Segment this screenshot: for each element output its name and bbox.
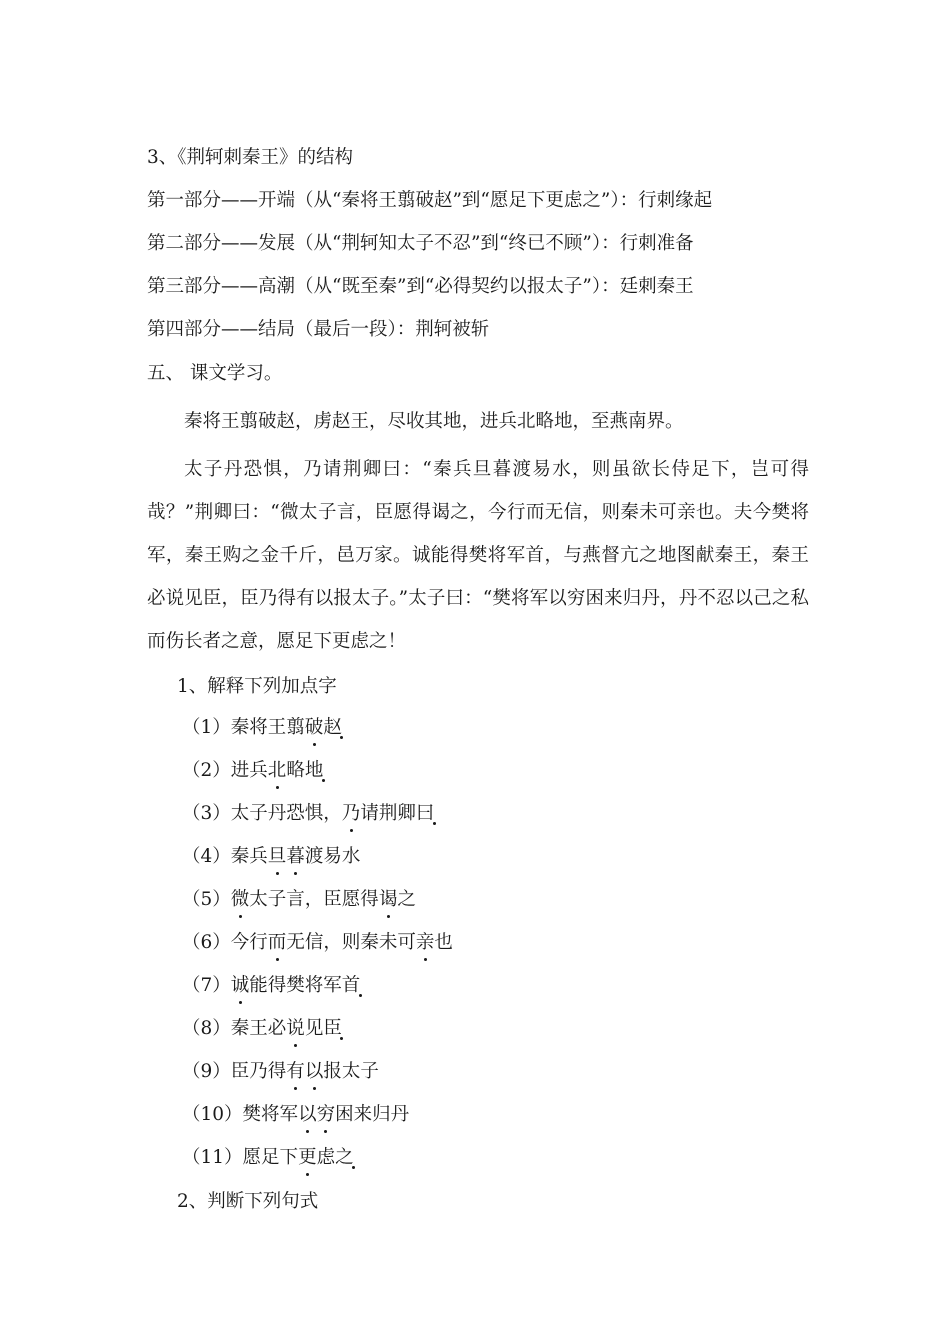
exercise-item-number: （5）: [182, 889, 231, 910]
exercise-item-number: （4）: [182, 846, 231, 867]
exercise-item-text: 报太子: [323, 1061, 379, 1082]
dotted-character: 以: [304, 1061, 324, 1082]
exercise-item-text: 见臣: [304, 1018, 342, 1039]
exercise-item-text: 秦将王翦: [230, 717, 305, 738]
exercise-2-heading: 2、判断下列句式: [177, 1191, 319, 1212]
structure-part-3: 第三部分——高潮（从“既至秦”到“必得契约以报太子”）：廷刺秦王: [147, 276, 694, 297]
dotted-character: 北: [267, 760, 287, 781]
dotted-character: 穷: [316, 1104, 336, 1125]
exercise-item-text: 太子丹恐惧，: [230, 803, 342, 824]
exercise-item: [182, 802, 434, 826]
exercise-item-number: （3）: [182, 803, 231, 824]
exercise-item: [182, 716, 342, 740]
exercise-item-text: 秦王必: [230, 1018, 287, 1039]
exercise-item-text: 之: [397, 889, 416, 910]
exercise-item-text: 渡易水: [304, 846, 361, 867]
exercise-item-text: 赵: [323, 717, 342, 738]
exercise-item: [182, 845, 360, 869]
exercise-item-text: 略地: [286, 760, 324, 781]
exercise-item: [182, 1017, 342, 1041]
structure-heading: 3、《荆轲刺秦王》的结构: [147, 147, 354, 168]
exercise-item-number: （10）: [182, 1104, 243, 1125]
exercise-item-text: 秦兵: [230, 846, 268, 867]
exercise-item-text: 太子言，臣愿得: [249, 889, 379, 910]
dotted-character: 谒: [378, 889, 398, 910]
exercise-item-text: 今行: [230, 932, 268, 953]
exercise-item: [182, 1146, 354, 1170]
exercise-item-number: （7）: [182, 975, 231, 996]
exercise-item: [182, 1103, 409, 1127]
exercise-item-text: 困来归丹: [335, 1104, 410, 1125]
exercise-item-number: （9）: [182, 1061, 231, 1082]
exercise-item-text: 请荆卿曰: [360, 803, 435, 824]
dotted-character: 有: [286, 1061, 305, 1082]
exercise-item-text: 虑之: [316, 1147, 354, 1168]
exercise-item: [182, 1060, 379, 1084]
exercise-item-number: （2）: [182, 760, 231, 781]
dotted-character: 说: [286, 1018, 305, 1039]
exercise-item-text: 能得樊将军首: [249, 975, 361, 996]
dotted-character: 旦: [267, 846, 287, 867]
dotted-character: 以: [298, 1104, 317, 1125]
exercise-item: [182, 759, 323, 783]
dotted-character: 亲: [415, 932, 435, 953]
exercise-item: [182, 974, 360, 998]
dotted-character: 乃: [341, 803, 361, 824]
exercise-item-number: （1）: [182, 717, 231, 738]
exercise-item-number: （8）: [182, 1018, 231, 1039]
exercise-item-text: 无信，则秦未可: [286, 932, 416, 953]
exercise-item-text: 臣乃得: [230, 1061, 287, 1082]
exercise-item-text: 也: [434, 932, 453, 953]
text-paragraph-1: 秦将王翦破赵，虏赵王，尽收其地，进兵北略地，至燕南界。: [184, 411, 684, 432]
dotted-character: 更: [298, 1147, 317, 1168]
exercise-item: [182, 931, 453, 955]
section-five-heading: 五、 课文学习。: [147, 363, 283, 384]
exercise-1-heading: 1、解释下列加点字: [177, 676, 337, 697]
structure-part-2: 第二部分——发展（从“荆轲知太子不忍”到“终已不顾”）：行刺准备: [147, 233, 694, 254]
dotted-character: 而: [267, 932, 287, 953]
exercise-item-text: 进兵: [230, 760, 268, 781]
dotted-character: 暮: [286, 846, 305, 867]
dotted-character: 破: [304, 717, 324, 738]
structure-part-1: 第一部分——开端（从“秦将王翦破赵”到“愿足下更虑之”）：行刺缘起: [147, 190, 713, 211]
exercise-item-text: 愿足下: [242, 1147, 299, 1168]
dotted-character: 诚: [230, 975, 250, 996]
dotted-character: 微: [230, 889, 250, 910]
text-paragraph-2: 太子丹恐惧，乃请荆卿曰：“秦兵旦暮渡易水，则虽欲长侍足下，岂可得哉？”荆卿曰：“微太子言，臣愿得谒之，今行而无信，则秦未可亲也。夫今樊将军，秦王购之金千斤，邑万家。诚能得樊将军首，与燕督亢之地图献秦王，秦王必说见臣，臣乃得有以报太子。”太子曰：“樊将军以穷困来归丹，丹不忍以己之私而伤长者之意，愿足下更虑之！: [147, 459, 809, 652]
exercise-item-number: （6）: [182, 932, 231, 953]
structure-part-4: 第四部分——结局（最后一段）：荆轲被斩: [147, 319, 490, 340]
exercise-item: [182, 888, 416, 912]
exercise-item-text: 樊将军: [242, 1104, 299, 1125]
exercise-item-number: （11）: [182, 1147, 243, 1168]
